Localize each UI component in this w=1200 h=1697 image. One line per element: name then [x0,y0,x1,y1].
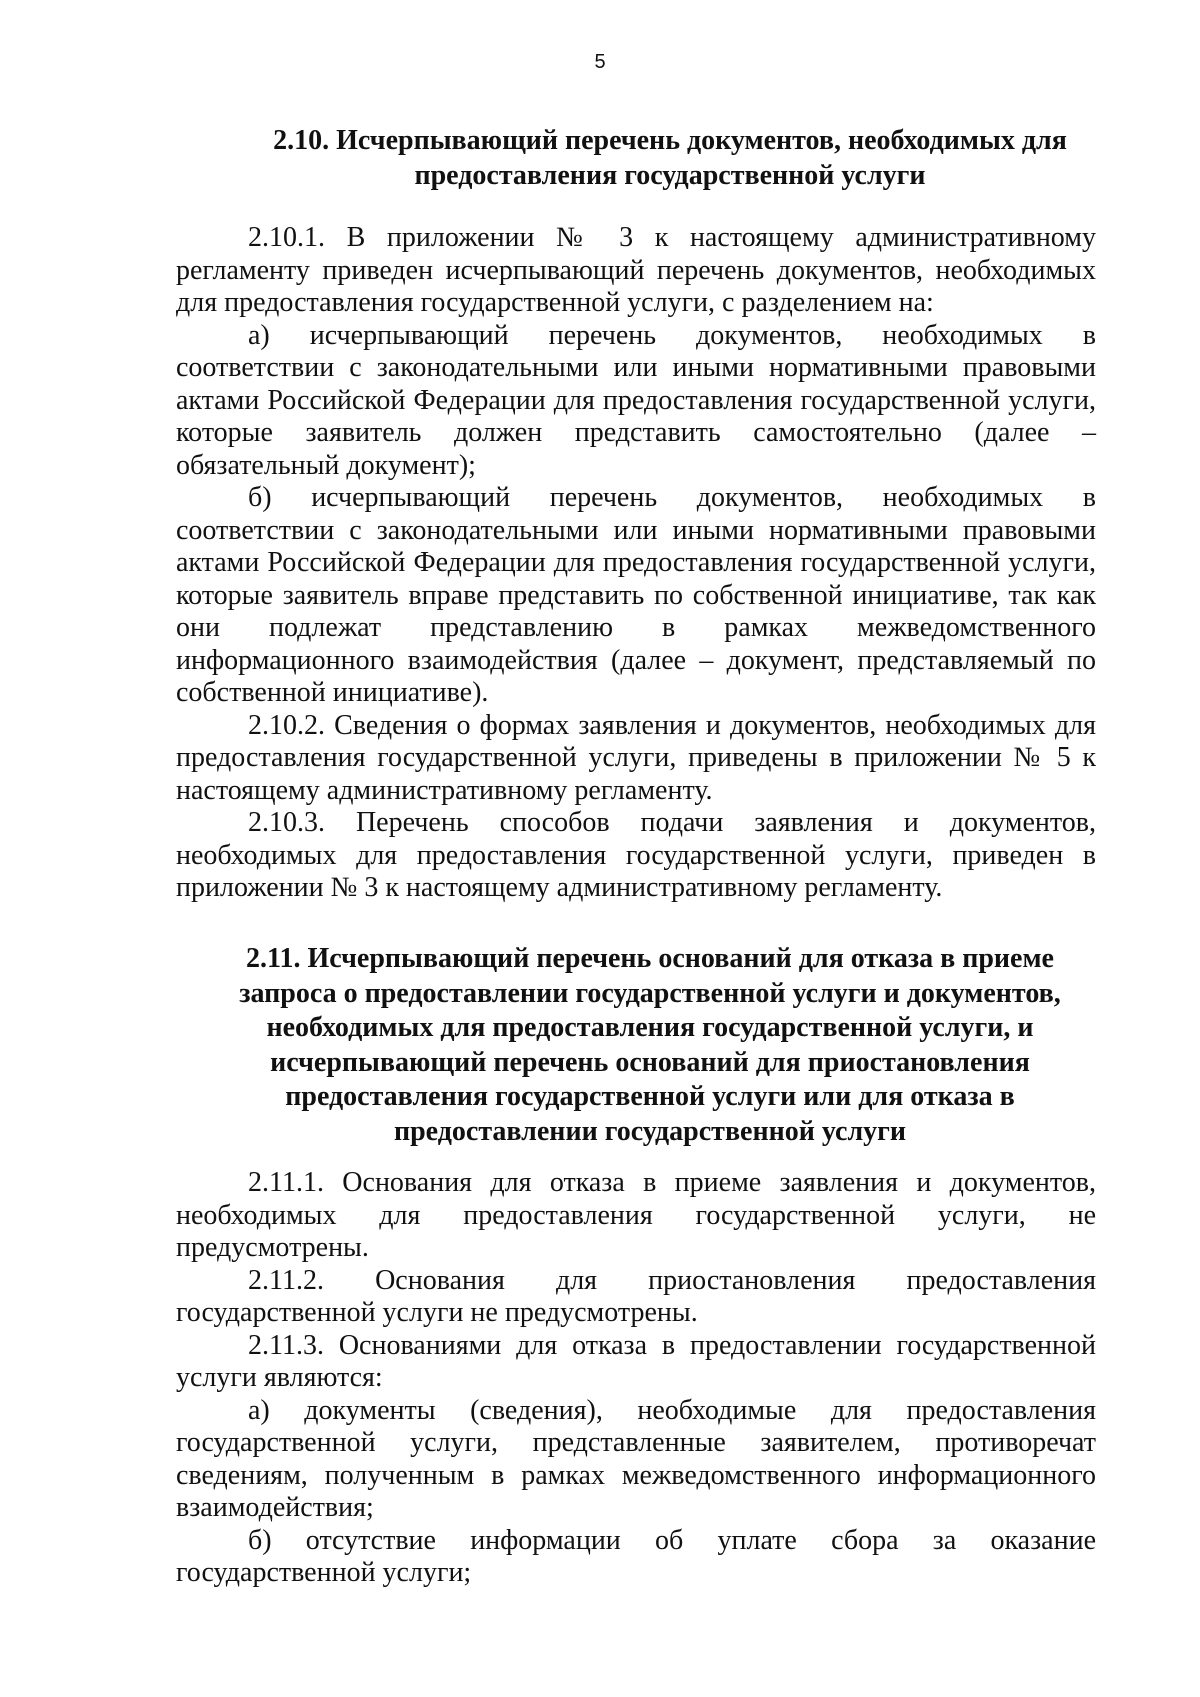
paragraph-2-11-3-a: а) документы (сведения), необходимые для предоставления государственной услуги, представленные заявителем, противоречат сведениям, полученным в рамках межведомственного информационного взаимодействия; [176,1394,1096,1523]
section-2-11-body [176,1167,1096,1590]
paragraph-2-11-3: 2.11.3. Основаниями для отказа в предоставлении государственной услуги являются: [176,1329,1096,1393]
section-2-11-heading: 2.11. Исчерпывающий перечень оснований для отказа в приеме запроса о предоставлении государственной услуги и документов, необходимых для предоставления государственной услуги, и исчерпывающий перечень оснований для приостановления предоставления государственной услуги или для отказа в предоставлении государственной услуги [239,943,1061,1147]
paragraph-2-11-3-b: б) отсутствие информации об уплате сбора за оказание государственной услуги; [176,1524,1096,1588]
paragraph-2-11-1: 2.11.1. Основания для отказа в приеме заявления и документов, необходимых для предоставления государственной услуги, не предусмотрены. [176,1167,1096,1263]
paragraph-2-10-2: 2.10.2. Сведения о формах заявления и документов, необходимых для предоставления государственной услуги, приведены в приложении № 5 к настоящему административному регламенту. [176,709,1096,806]
section-2-10-body [176,222,1096,905]
paragraph-2-11-2: 2.11.2. Основания для приостановления предоставления государственной услуги не предусмотрены. [176,1264,1096,1328]
section-2-10-heading: 2.10. Исчерпывающий перечень документов, необходимых для предоставления государственной услуги [273,125,1067,191]
paragraph-2-10-1-b: б) исчерпывающий перечень документов, необходимых в соответствии с законодательными или иными нормативными правовыми актами Российской Федерации для предоставления государственной услуги, которые заявитель вправе представить по собственной инициативе, так как они подлежат представлению в рамках межведомственного информационного взаимодействия (далее – документ, представляемый по собственной инициативе). [176,482,1096,708]
paragraph-2-10-3: 2.10.3. Перечень способов подачи заявления и документов, необходимых для предоставления государственной услуги, приведен в приложении № 3 к настоящему административному регламенту. [176,807,1096,903]
paragraph-2-10-1-a: а) исчерпывающий перечень документов, необходимых в соответствии с законодательными или иными нормативными правовыми актами Российской Федерации для предоставления государственной услуги, которые заявитель должен представить самостоятельно (далее – обязательный документ); [176,319,1096,481]
page-number: 5 [594,51,606,73]
paragraph-2-10-1: 2.10.1. В приложении № 3 к настоящему административному регламенту приведен исчерпывающий перечень документов, необходимых для предоставления государственной услуги, с разделением на: [176,222,1096,318]
